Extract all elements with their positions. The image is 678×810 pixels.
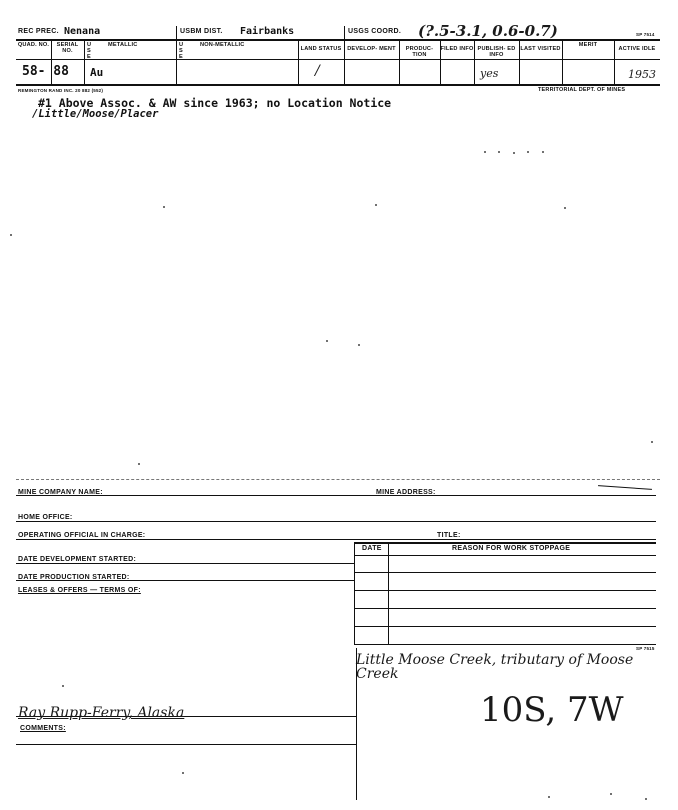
date-development-label: DATE DEVELOPMENT STARTED: [18,556,137,563]
usbm-dist-value: Fairbanks [240,26,295,37]
col-published-info: PUBLISH- ED INFO [477,46,516,58]
note-line-1: #1 Above Assoc. & AW since 1963; no Location Notice [38,96,392,110]
col-use-nonmetallic: U S E [179,42,184,60]
location-line-1: Little Moose Creek, tributary of Moose [356,652,634,668]
location-line-2: Creek [356,666,399,682]
form-code-top: SP 7514 [636,32,655,37]
printer-note: REMINGTON RAND INC. 20 882 (552) [18,88,104,93]
stoppage-reason-header: REASON FOR WORK STOPPAGE [452,545,571,552]
comments-label: COMMENTS: [20,725,66,732]
published-value: yes [480,67,499,80]
usgs-coord-value: (?.5-3.1, 0.6-0.7) [418,22,558,40]
col-serial-no: SERIAL NO. [56,42,79,54]
col-land-status: LAND STATUS [300,46,342,52]
date-production-label: DATE PRODUCTION STARTED: [18,574,130,581]
col-production: PRODUC- TION [405,46,434,58]
owner-name: Ray Rupp-Ferry, Alaska [18,705,185,721]
land-status-value: / [315,63,320,79]
mine-company-name-label: MINE COMPANY NAME: [18,489,103,496]
usbm-dist-label: USBM DIST. [180,28,223,35]
operating-official-label: OPERATING OFFICIAL IN CHARGE: [18,532,146,539]
mine-address-label: MINE ADDRESS: [376,489,436,496]
col-metallic: METALLIC [108,42,138,48]
form-code-bottom: SP 7515 [636,646,655,651]
active-idle-value: 1953 [628,68,656,81]
township-range: 10S, 7W [480,690,624,730]
col-merit: MERIT [578,42,598,48]
col-use-metallic: U S E [87,42,92,60]
note-line-2: /Little/Moose/Placer [32,108,159,120]
rec-prec-value: Nenana [64,26,101,37]
col-last-visited: LAST VISITED [520,46,561,52]
col-filed-info: FILED INFO [440,46,474,52]
stoppage-date-header: DATE [362,545,382,552]
col-quad-no: QUAD. NO. [17,42,50,48]
territorial-note: TERRITORIAL DEPT. OF MINES [538,87,626,93]
rec-prec-label: REC PREC. [18,28,59,35]
quad-serial-value: 58- 88 [22,64,69,79]
title-label: TITLE: [437,532,461,539]
col-non-metallic: NON-METALLIC [200,42,245,48]
usgs-coord-label: USGS COORD. [348,28,402,35]
col-development: DEVELOP- MENT [347,46,396,52]
metallic-value: Au [90,66,104,79]
home-office-label: HOME OFFICE: [18,514,73,521]
leases-offers-label: LEASES & OFFERS — TERMS OF: [18,587,141,594]
col-active-idle: ACTIVE IDLE [618,46,656,52]
